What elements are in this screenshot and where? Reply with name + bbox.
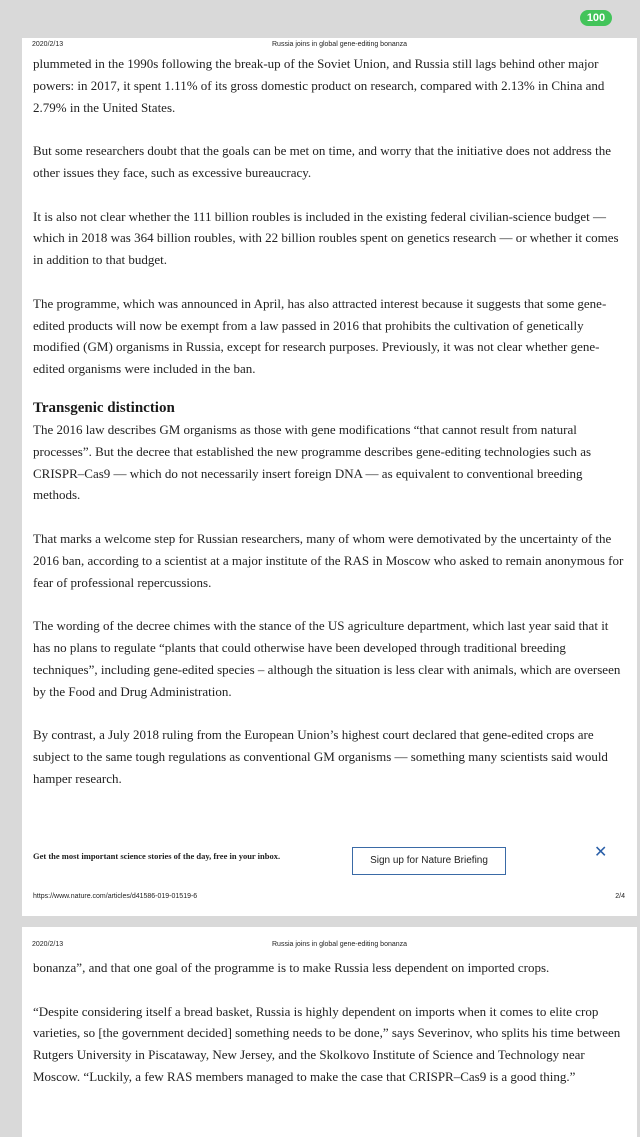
- page-number: 2/4: [615, 893, 625, 900]
- paragraph: The wording of the decree chimes with the stance of the US agriculture department, which last year said that it has no plans to regulate “plants that could otherwise have been developed through traditional breeding techniques”, including gene-edited species – although the situation is less clear with animals, which are overseen by the Food and Drug Administration.: [33, 618, 621, 699]
- header-title: Russia joins in global gene-editing bonanza: [272, 41, 408, 48]
- paragraph: By contrast, a July 2018 ruling from the European Union’s highest court declared that gene-edited crops are subject to the same tough regulations as conventional GM organisms — something many scientists said would hamper research.: [33, 727, 608, 786]
- paragraph: plummeted in the 1990s following the break-up of the Soviet Union, and Russia still lags behind other major powers: in 2017, it spent 1.11% of its gross domestic product on research, compared with 2.13% in China and 2.79% in the United States.: [33, 56, 605, 115]
- close-icon[interactable]: ✕: [594, 842, 608, 861]
- paragraph: “Despite considering itself a bread basket, Russia is highly dependent on imports when it comes to elite crop varieties, so [the government decided] something needs to be done,” says Severinov, who splits his time between Rutgers University in Piscataway, New Jersey, and the Skolkovo Institute of Science and Technology near Moscow. “Luckily, a few RAS members managed to make the case that CRISPR–Cas9 is a good thing.”: [33, 1003, 621, 1084]
- header-title: Russia joins in global gene-editing bonanza: [272, 941, 408, 948]
- section-heading: Transgenic distinction: [33, 399, 175, 416]
- article-body: [33, 53, 625, 811]
- paragraph: It is also not clear whether the 111 billion roubles is included in the existing federal civilian-science budget — which in 2018 was 364 billion roubles, with 22 billion roubles spent on genetics research — or whether it comes in addition to that budget.: [33, 208, 619, 268]
- paragraph: The programme, which was announced in April, has also attracted interest because it suggests that some gene-edited products will now be exempt from a law passed in 2016 that prohibits the cultivation of genetically modified (GM) organisms in Russia, except for research purposes. Previously, it was not clear whether gene-edited organisms were included in the ban.: [33, 295, 607, 377]
- paragraph: The 2016 law describes GM organisms as those with gene modifications “that cannot result from natural processes”. But the decree that established the new programme describes gene-editing technologies such as CRISPR–Cas9 — which do not necessarily insert foreign DNA — as equivalent to conventional breeding methods.: [33, 421, 592, 503]
- header-date: 2020/2/13: [32, 941, 64, 948]
- newsletter-prompt: Get the most important science stories of the day, free in your inbox.: [33, 851, 281, 861]
- document-page-2: [22, 38, 637, 916]
- paragraph: But some researchers doubt that the goals can be met on time, and worry that the initiative does not address the other issues they face, such as excessive bureaucracy.: [33, 143, 611, 180]
- paragraph: That marks a welcome step for Russian researchers, many of whom were demotivated by the uncertainty of the 2016 ban, according to a scientist at a major institute of the RAS in Moscow who asked to remain anonymous for fear of professional repercussions.: [33, 530, 624, 590]
- footer-url[interactable]: https://www.nature.com/articles/d41586-019-01519-6: [33, 893, 198, 900]
- battery-indicator: 100: [580, 10, 612, 26]
- newsletter-signup-button[interactable]: Sign up for Nature Briefing: [352, 847, 506, 875]
- header-date: 2020/2/13: [32, 41, 64, 48]
- page-footer: [33, 893, 625, 900]
- paragraph: bonanza”, and that one goal of the programme is to make Russia less dependent on imported crops.: [33, 960, 550, 975]
- document-page-3: [22, 927, 637, 1137]
- article-body: [33, 957, 625, 1110]
